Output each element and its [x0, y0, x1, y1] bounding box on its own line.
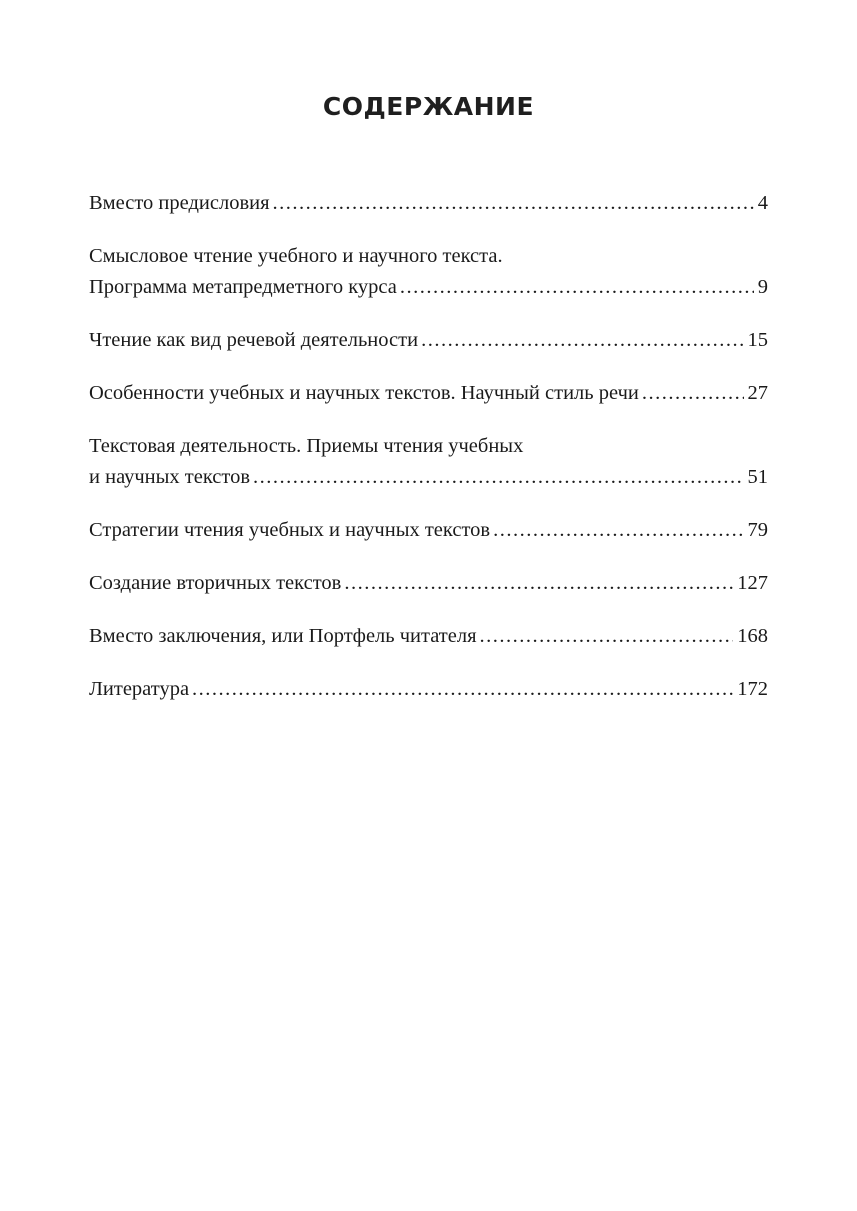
- toc-entry-title: Вместо предисловия: [89, 192, 270, 214]
- toc-entry-title: Вместо заключения, или Портфель читателя: [89, 625, 477, 647]
- toc-entry: [89, 515, 768, 546]
- toc-page-number: 172: [737, 678, 768, 700]
- dot-leader: [642, 378, 744, 409]
- page-title: СОДЕРЖАНИЕ: [322, 92, 535, 121]
- toc-entry-line: [89, 674, 768, 705]
- dot-leader: [493, 515, 743, 546]
- toc-page-number: 127: [737, 572, 768, 594]
- toc-page-number: 168: [737, 625, 768, 647]
- dot-leader: [253, 462, 743, 493]
- toc-entry-title-first-line: Смысловое чтение учебного и научного текста.: [89, 245, 503, 267]
- toc-entry-title: и научных текстов: [89, 466, 251, 488]
- toc-entry: [89, 188, 768, 219]
- toc-entry-line: [89, 568, 768, 599]
- toc-entry: [89, 431, 768, 493]
- dot-leader: [344, 568, 733, 599]
- toc-entry-title: Стратегии чтения учебных и научных текстов: [89, 519, 491, 541]
- toc-entry-title: Особенности учебных и научных текстов. Научный стиль речи: [89, 382, 639, 404]
- toc-entry-line: [89, 325, 768, 356]
- toc-entry: [89, 325, 768, 356]
- toc-entry-line: [89, 272, 768, 303]
- toc-page-number: 15: [747, 329, 768, 351]
- toc-entry: [89, 568, 768, 599]
- toc-entry: [89, 674, 768, 705]
- toc-page-number: 9: [757, 276, 768, 298]
- toc-page-number: 51: [747, 466, 768, 488]
- toc-entry-title: Создание вторичных текстов: [89, 572, 342, 594]
- dot-leader: [421, 325, 743, 356]
- toc-entry-line: [89, 621, 768, 652]
- dot-leader: [480, 621, 734, 652]
- dot-leader: [192, 674, 733, 705]
- dot-leader: [400, 272, 754, 303]
- toc-entry: [89, 621, 768, 652]
- toc-page-number: 27: [747, 382, 768, 404]
- toc-entry-title-first-line: Текстовая деятельность. Приемы чтения учебных: [89, 435, 524, 457]
- toc-page-number: 4: [757, 192, 768, 214]
- toc-page-number: 79: [747, 519, 768, 541]
- toc-entry: [89, 378, 768, 409]
- toc-entry-line: [89, 462, 768, 493]
- toc-entry-title: Чтение как вид речевой деятельности: [89, 329, 419, 351]
- toc-entry-line: [89, 188, 768, 219]
- toc-entry-line: [89, 378, 768, 409]
- table-of-contents: [89, 188, 768, 727]
- toc-entry: [89, 241, 768, 303]
- dot-leader: [273, 188, 754, 219]
- toc-entry-title: Литература: [89, 678, 190, 700]
- toc-entry-title: Программа метапредметного курса: [89, 276, 397, 298]
- toc-entry-line: [89, 515, 768, 546]
